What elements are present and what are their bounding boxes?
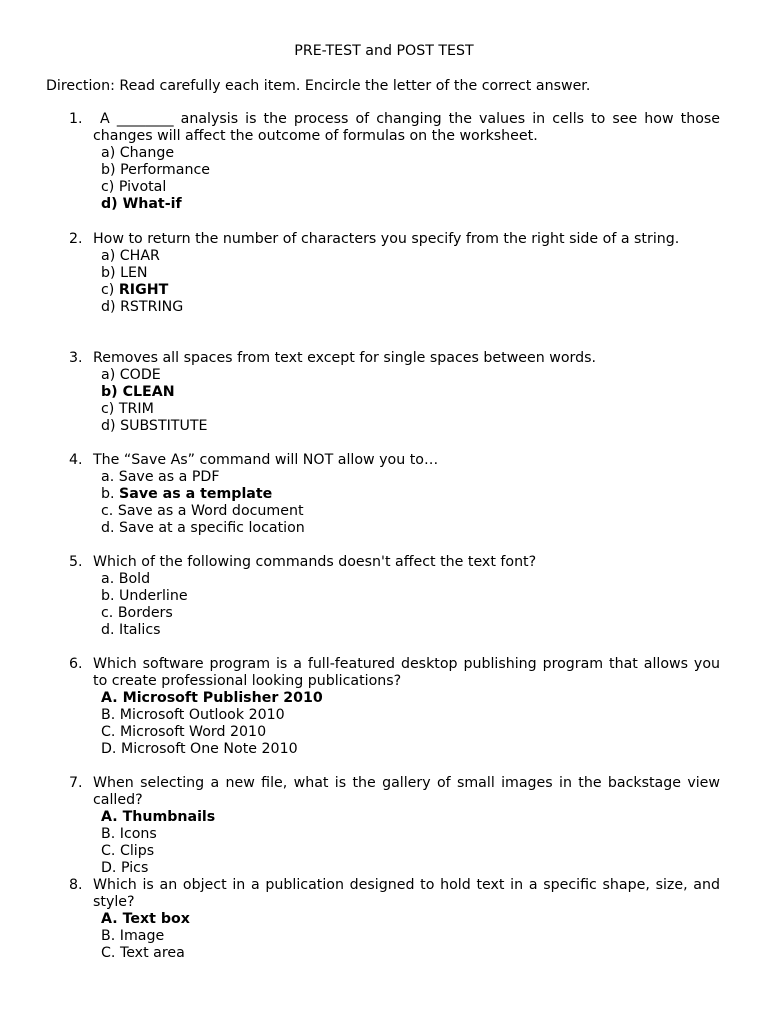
option-letter: B. [101, 826, 120, 842]
option-letter: C. [101, 843, 120, 859]
option-b [101, 928, 720, 945]
option-text: CODE [119, 367, 161, 383]
question-3 [69, 350, 720, 435]
question-text: The “Save As” command will NOT allow you to… [93, 452, 439, 468]
option-text: Bold [118, 571, 151, 587]
option-c [101, 282, 720, 299]
question-text: How to return the number of characters you specify from the right side of a string. [93, 231, 680, 247]
option-letter: C. [101, 945, 120, 961]
option-b [101, 162, 720, 179]
question-number: 7. [69, 775, 83, 791]
option-letter: B. [101, 707, 120, 723]
option-letter: a. [101, 571, 119, 587]
option-text-answer: RIGHT [118, 282, 169, 298]
option-letter: a) [101, 145, 120, 161]
option-text: Save at a specific location [119, 520, 305, 536]
option-d [101, 299, 720, 316]
option-text: Pivotal [118, 179, 167, 195]
option-a-answer [101, 911, 720, 928]
option-letter: A. [101, 911, 123, 927]
question-text: Which of the following commands doesn't affect the text font? [93, 554, 537, 570]
option-a [101, 469, 720, 486]
option-text: LEN [120, 265, 148, 281]
option-text: Icons [119, 826, 157, 842]
option-text: Borders [117, 605, 173, 621]
option-letter: c) [101, 401, 119, 417]
option-text: Italics [119, 622, 161, 638]
option-letter: d) [101, 196, 123, 212]
option-text: Microsoft Word 2010 [119, 724, 267, 740]
question-7 [69, 775, 720, 877]
option-letter: b) [101, 162, 121, 178]
option-letter: c. [101, 503, 118, 519]
question-2 [69, 231, 720, 316]
option-c [101, 605, 720, 622]
option-b-answer [101, 384, 720, 401]
option-letter: a) [101, 248, 120, 264]
option-d [101, 418, 720, 435]
option-letter: b) [101, 265, 121, 281]
option-text: What-if [122, 196, 182, 212]
question-text: Which software program is a full-featured desktop publishing program that allows you to create professional looking publications? [93, 656, 720, 689]
option-text: Thumbnails [122, 809, 216, 825]
option-letter: b. [101, 588, 120, 604]
option-letter: D. [101, 741, 121, 757]
question-number: 6. [69, 656, 83, 672]
option-text: Save as a PDF [118, 469, 220, 485]
option-letter: A. [101, 690, 123, 706]
option-a [101, 145, 720, 162]
option-text: Pics [120, 860, 149, 876]
option-letter: a. [101, 469, 119, 485]
option-letter: b. [101, 486, 120, 502]
option-letter: d) [101, 299, 121, 315]
option-a-answer [101, 809, 720, 826]
option-text: CHAR [119, 248, 160, 264]
option-d [101, 741, 720, 758]
question-number: 8. [69, 877, 83, 893]
option-d [101, 860, 720, 877]
option-text: Image [119, 928, 165, 944]
option-letter: c. [101, 605, 118, 621]
option-b [101, 265, 720, 282]
option-letter: c) [101, 282, 119, 298]
option-text: TRIM [118, 401, 154, 417]
question-number: 2. [69, 231, 83, 247]
question-number: 5. [69, 554, 83, 570]
option-text: Change [119, 145, 175, 161]
question-number: 3. [69, 350, 83, 366]
option-text: Microsoft Publisher 2010 [122, 690, 323, 706]
option-a [101, 571, 720, 588]
question-5 [69, 554, 720, 639]
question-4 [69, 452, 720, 537]
option-text-answer: Save as a template [119, 486, 273, 502]
option-letter: d) [101, 418, 121, 434]
option-text: Underline [119, 588, 188, 604]
question-text: A ________ analysis is the process of changing the values in cells to see how those changes will affect the outcome of formulas on the worksheet. [93, 111, 720, 144]
option-b [101, 588, 720, 605]
option-text: Microsoft One Note 2010 [120, 741, 298, 757]
option-a [101, 367, 720, 384]
option-c [101, 179, 720, 196]
option-letter: C. [101, 724, 120, 740]
question-text: Which is an object in a publication designed to hold text in a specific shape, size, and style? [93, 877, 720, 910]
question-6 [69, 656, 720, 758]
option-text: Text area [119, 945, 185, 961]
option-text: Clips [119, 843, 155, 859]
option-d [101, 622, 720, 639]
option-c [101, 843, 720, 860]
option-c [101, 503, 720, 520]
option-letter: A. [101, 809, 123, 825]
question-number: 4. [69, 452, 83, 468]
question-text: When selecting a new file, what is the gallery of small images in the backstage view called? [93, 775, 720, 808]
option-text: Performance [120, 162, 210, 178]
question-8 [69, 877, 720, 962]
directions: Direction: Read carefully each item. Encircle the letter of the correct answer. [46, 78, 591, 94]
option-letter: D. [101, 860, 121, 876]
question-1 [69, 111, 720, 213]
option-letter: B. [101, 928, 120, 944]
option-b [101, 486, 720, 503]
question-text: Removes all spaces from text except for single spaces between words. [93, 350, 597, 366]
option-text: RSTRING [120, 299, 184, 315]
question-number: 1. [69, 111, 83, 127]
option-b [101, 826, 720, 843]
option-c [101, 724, 720, 741]
option-letter: a) [101, 367, 120, 383]
option-letter: d. [101, 622, 120, 638]
option-c [101, 945, 720, 962]
option-a-answer [101, 690, 720, 707]
option-d [101, 520, 720, 537]
option-text: CLEAN [122, 384, 175, 400]
option-d-answer [101, 196, 720, 213]
page-title: PRE-TEST and POST TEST [294, 43, 474, 59]
option-c [101, 401, 720, 418]
option-a [101, 248, 720, 265]
option-b [101, 707, 720, 724]
option-text: Text box [122, 911, 190, 927]
option-letter: c) [101, 179, 119, 195]
option-letter: d. [101, 520, 120, 536]
option-text: Save as a Word document [117, 503, 304, 519]
option-text: SUBSTITUTE [120, 418, 208, 434]
option-letter: b) [101, 384, 123, 400]
option-text: Microsoft Outlook 2010 [119, 707, 285, 723]
